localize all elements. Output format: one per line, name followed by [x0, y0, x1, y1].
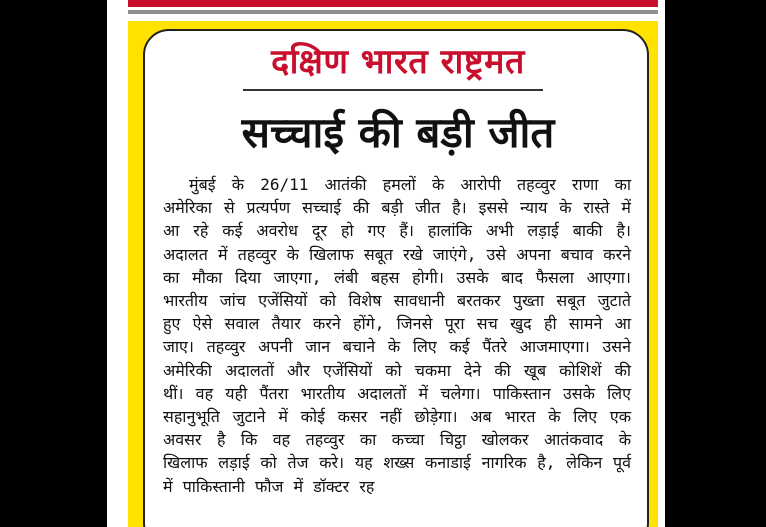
- article-body: मुंबई के 26/11 आतंकी हमलों के आरोपी तहव्वुर राणा का अमेरिका से प्रत्यर्पण सच्चाई की बड़ी जीत है। इससे न्याय के रास्ते में आ रहे कई अवरोध दूर हो गए हैं। हालांकि अभी लड़ाई बाकी है। अदालत में तहव्वुर के खिलाफ सबूत रखे जाएंगे, उसे अपना बचाव करने का मौका दिया जाएगा, लंबी बहस होगी। उसके बाद फैसला आएगा। भारतीय जांच एजेंसियों को विशेष सावधानी बरतकर पुख्ता सबूत जुटाते हुए ऐसे सवाल तैयार करने होंगे, जिनसे पूरा सच खुद ही सामने आ जाए। तहव्वुर अपनी जान बचाने के लिए कई पैंतरे आजमाएगा। उसने अमेरिकी अदालतों और एजेंसियों को चकमा देने की खूब कोशिशें की थीं। वह यही पैंतरा भारतीय अदालतों में चलेगा। पाकिस्तान उसके लिए सहानुभूति जुटाने में कोई कसर नहीं छोड़ेगा। अब भारत के लिए एक अवसर है कि वह तहव्वुर का कच्चा चिट्ठा खोलकर आतंकवाद के खिलाफ लड़ाई को तेज करे। यह शख्स कनाडाई नागरिक है, लेकिन पूर्व में पाकिस्तानी फौज में डॉक्टर रह: [163, 175, 632, 496]
- masthead: दक्षिण भारत राष्ट्रमत: [271, 42, 525, 82]
- newspaper-page: [107, 0, 665, 527]
- masthead-divider: [243, 89, 543, 91]
- top-gray-rule: [128, 10, 658, 14]
- headline: सच्चाई की बड़ी जीत: [241, 108, 555, 157]
- top-red-rule: [128, 0, 658, 7]
- editorial-card: [143, 29, 649, 527]
